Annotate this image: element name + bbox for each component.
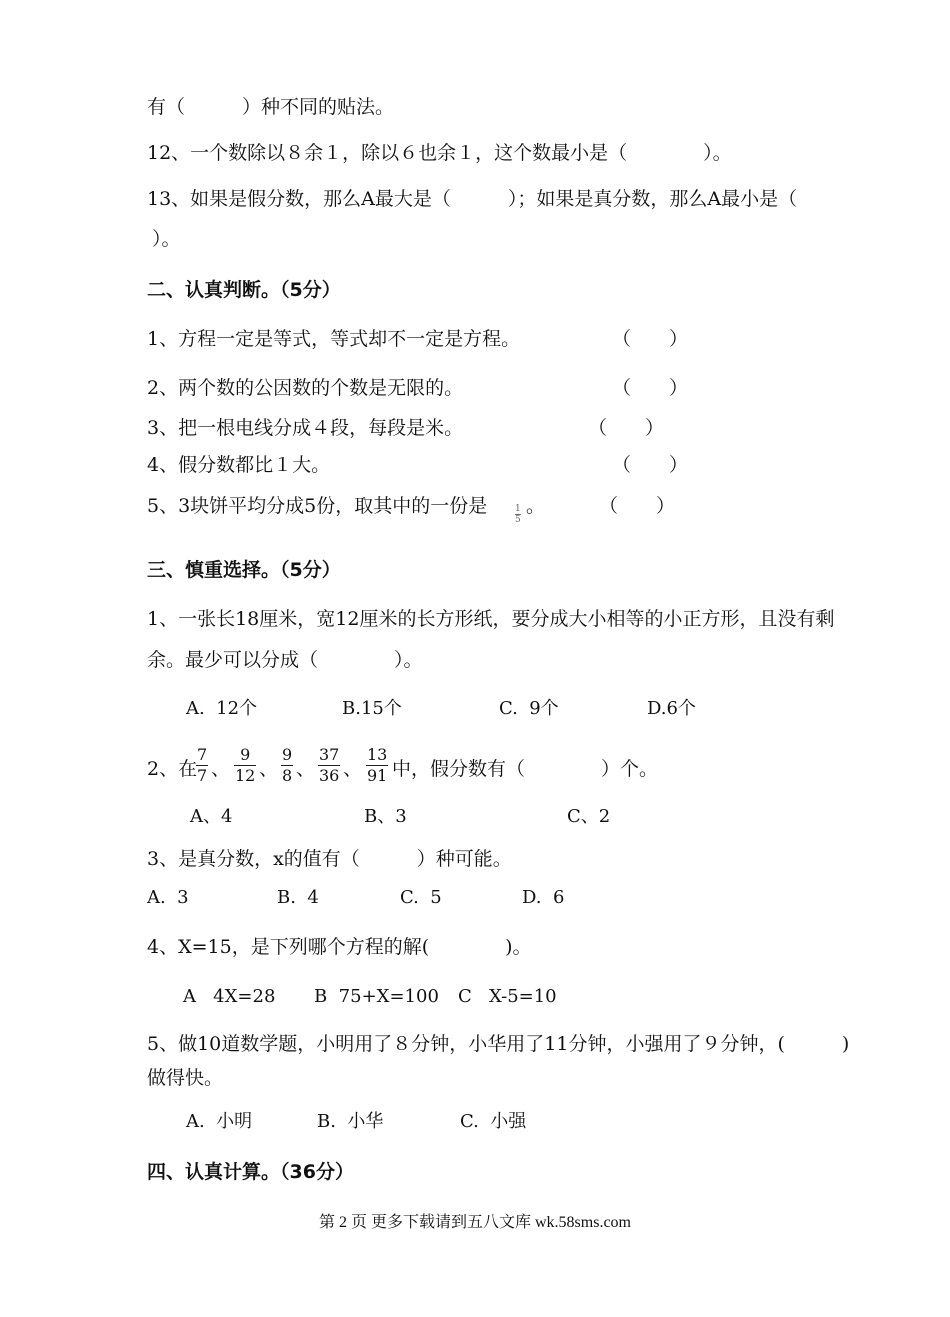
section-heading-judge: 二、认真判断。（5分）: [147, 279, 341, 301]
list-separator: 、: [296, 758, 316, 780]
judge-question-1: 1、方程一定是等式，等式却不一定是方程。: [147, 328, 521, 350]
choice-3-option-b: B. 4: [277, 887, 319, 908]
choice-5-option-b: B. 小华: [317, 1111, 384, 1132]
fraction-denominator: 7: [197, 766, 208, 785]
choice-question-2-text: 中，假分数有（ ）个。: [392, 758, 659, 780]
choice-question-5-continued: 做得快。: [147, 1067, 224, 1089]
choice-4-option-a: A 4X=28: [183, 986, 276, 1007]
fraction-37-over-36: [318, 746, 340, 785]
fraction-denominator: 12: [235, 766, 256, 785]
fill-blank-line-11-continued: 有（ ）种不同的贴法。: [147, 96, 395, 118]
fraction-9-over-12: [234, 746, 256, 785]
fraction-numerator: 7: [197, 745, 208, 764]
judge-question-4: 4、假分数都比１大。: [147, 454, 331, 476]
choice-3-option-a: A. 3: [147, 887, 189, 908]
fraction-numerator: 9: [240, 745, 251, 764]
fraction-numerator: 13: [367, 745, 388, 764]
judge-answer-bracket-2: （ ）: [612, 377, 689, 399]
fraction-denominator: 36: [319, 766, 340, 785]
choice-5-option-c: C. 小强: [460, 1111, 527, 1132]
section-heading-choice: 三、慎重选择。（5分）: [147, 559, 341, 581]
fill-blank-question-12: 12、一个数除以８余１，除以６也余１，这个数最小是（ ）。: [147, 142, 732, 164]
fraction-denominator: 5: [515, 515, 521, 525]
judge-question-5: 5、3块饼平均分成5份，取其中的一份是: [147, 495, 488, 517]
judge-answer-bracket-5: （ ）: [599, 495, 676, 517]
choice-4-option-c: C X-5=10: [458, 986, 557, 1007]
choice-3-option-d: D. 6: [522, 887, 565, 908]
choice-question-4: 4、X=15，是下列哪个方程的解( )。: [147, 936, 532, 958]
choice-1-option-b: B.15个: [342, 698, 402, 719]
choice-question-1: 1、一张长18厘米，宽12厘米的长方形纸，要分成大小相等的小正方形，且没有剩: [147, 608, 835, 630]
judge-question-5-period: 。: [526, 495, 546, 517]
choice-1-option-a: A. 12个: [186, 698, 258, 719]
list-separator: 、: [211, 758, 231, 780]
fill-blank-question-13: 13、如果是假分数，那么A最大是（ ）；如果是真分数，那么A最小是（: [147, 188, 798, 210]
choice-1-option-d: D.6个: [647, 698, 696, 719]
choice-3-option-c: C. 5: [400, 887, 442, 908]
choice-1-option-c: C. 9个: [499, 698, 559, 719]
judge-question-2: 2、两个数的公因数的个数是无限的。: [147, 377, 464, 399]
fraction-9-over-8: [281, 746, 293, 785]
judge-answer-bracket-3: （ ）: [588, 417, 665, 439]
list-separator: 、: [259, 758, 279, 780]
fraction-7-over-7: [196, 746, 208, 785]
choice-5-option-a: A. 小明: [186, 1111, 253, 1132]
list-separator: 、: [343, 758, 363, 780]
fill-blank-question-13-continued: ）。: [152, 228, 181, 250]
choice-question-3: 3、是真分数，x的值有（ ）种可能。: [147, 848, 512, 870]
fraction-numerator: 37: [319, 745, 340, 764]
fraction-denominator: 8: [282, 766, 293, 785]
choice-2-option-c: C、2: [567, 806, 611, 827]
page-footer: 第 2 页 更多下载请到五八文库 wk.58sms.com: [318, 1214, 631, 1231]
judge-question-3: 3、把一根电线分成４段，每段是米。: [147, 417, 464, 439]
choice-2-option-b: B、3: [364, 806, 407, 827]
choice-4-option-b: B 75+X=100: [314, 986, 439, 1007]
fraction-numerator: 1: [515, 504, 521, 514]
fraction-one-fifth: [515, 504, 521, 525]
choice-2-option-a: A、4: [190, 806, 233, 827]
choice-question-5: 5、做10道数学题，小明用了８分钟，小华用了11分钟，小强用了９分钟，( ): [147, 1033, 850, 1055]
choice-question-1-continued: 余。最少可以分成（ ）。: [147, 649, 423, 671]
fraction-13-over-91: [366, 746, 388, 785]
choice-question-2-prefix: 2、在: [147, 758, 198, 780]
fraction-denominator: 91: [367, 766, 388, 785]
fraction-numerator: 9: [282, 745, 293, 764]
judge-answer-bracket-1: （ ）: [612, 328, 689, 350]
judge-answer-bracket-4: （ ）: [612, 454, 689, 476]
section-heading-calculation: 四、认真计算。（36分）: [147, 1161, 354, 1183]
